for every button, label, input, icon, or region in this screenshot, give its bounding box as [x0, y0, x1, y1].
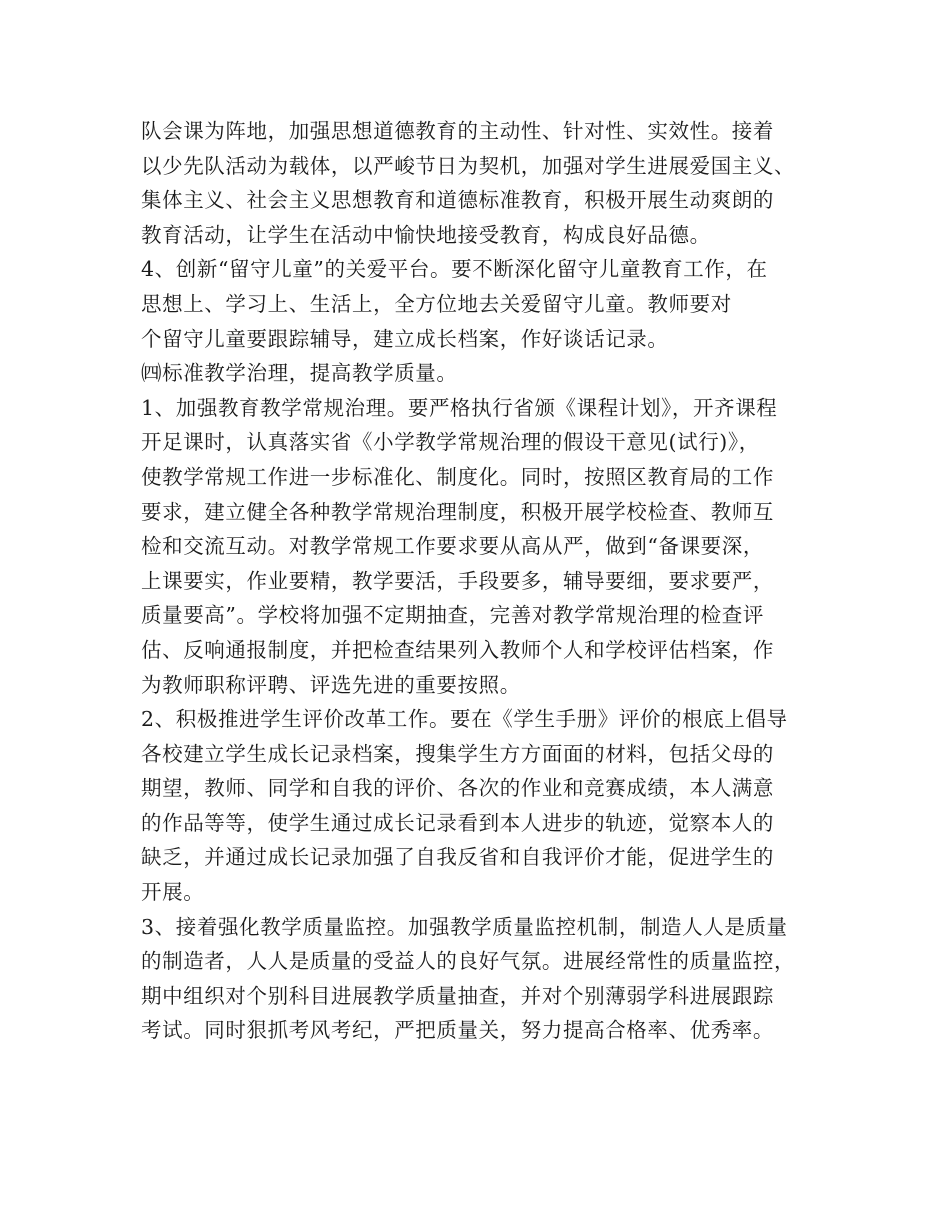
section-heading: ㈣标准教学治理，提高教学质量。: [141, 361, 458, 386]
text-line: 队会课为阵地，加强思想道德教育的主动性、针对性、实效性。接着: [141, 119, 774, 143]
body-text: [141, 114, 821, 1048]
text-line: 要求，建立健全各种教学常规治理制度，积极开展学校检查、教师互: [141, 499, 774, 524]
text-line: 考试。同时狠抓考风考纪，严把质量关，努力提高合格率、优秀率。: [141, 1018, 774, 1043]
text-line: 开展。: [141, 880, 205, 905]
text-line: 4、创新“留守儿童”的关爱平台。要不断深化留守儿童教育工作，在: [141, 257, 768, 282]
text-line: 2、积极推进学生评价改革工作。要在《学生手册》评价的根底上倡导: [141, 707, 788, 732]
text-line: 上课要实，作业要精，教学要活，手段要多，辅导要细，要求要严，: [141, 568, 774, 593]
text-line: 的制造者，人人是质量的受益人的良好气氛。进展经常性的质量监控，: [141, 949, 796, 974]
text-line: 缺乏，并通过成长记录加强了自我反省和自我评价才能，促进学生的: [141, 845, 774, 870]
text-line: 3、接着强化教学质量监控。加强教学质量监控机制，制造人人是质量: [141, 914, 788, 939]
text-line: 开足课时，认真落实省《小学教学常规治理的假设干意见(试行)》，: [141, 430, 760, 455]
text-line: 个留守儿童要跟踪辅导，建立成长档案，作好谈话记录。: [141, 326, 669, 351]
text-line: 期中组织对个别科目进展教学质量抽查，并对个别薄弱学科进展跟踪: [141, 983, 774, 1008]
text-line: 以少先队活动为载体，以严峻节日为契机，加强对学生进展爱国主义、: [141, 153, 796, 178]
text-line: 1、加强教育教学常规治理。要严格执行省颁《课程计划》，开齐课程: [141, 395, 778, 420]
text-line: 教育活动，让学生在活动中愉快地接受教育，构成良好品德。: [141, 222, 711, 247]
text-line: 各校建立学生成长记录档案，搜集学生方方面面的材料，包括父母的: [141, 741, 774, 766]
text-line: 估、反响通报制度，并把检查结果列入教师个人和学校评估档案，作: [141, 637, 774, 662]
text-line: 集体主义、社会主义思想教育和道德标准教育，积极开展生动爽朗的: [141, 188, 774, 213]
text-line: 为教师职称评聘、评选先进的重要按照。: [141, 672, 521, 697]
text-line: 检和交流互动。对教学常规工作要求要从高从严，做到“备课要深，: [141, 534, 764, 559]
text-line: 的作品等等，使学生通过成长记录看到本人进步的轨迹，觉察本人的: [141, 810, 774, 835]
text-line: 使教学常规工作进一步标准化、制度化。同时，按照区教育局的工作: [141, 464, 774, 489]
text-line: 质量要高”。学校将加强不定期抽查，完善对教学常规治理的检查评: [141, 603, 764, 628]
text-line: 期望，教师、同学和自我的评价、各次的作业和竞赛成绩，本人满意: [141, 776, 774, 801]
text-line: 思想上、学习上、生活上，全方位地去关爱留守儿童。教师要对: [141, 291, 732, 316]
